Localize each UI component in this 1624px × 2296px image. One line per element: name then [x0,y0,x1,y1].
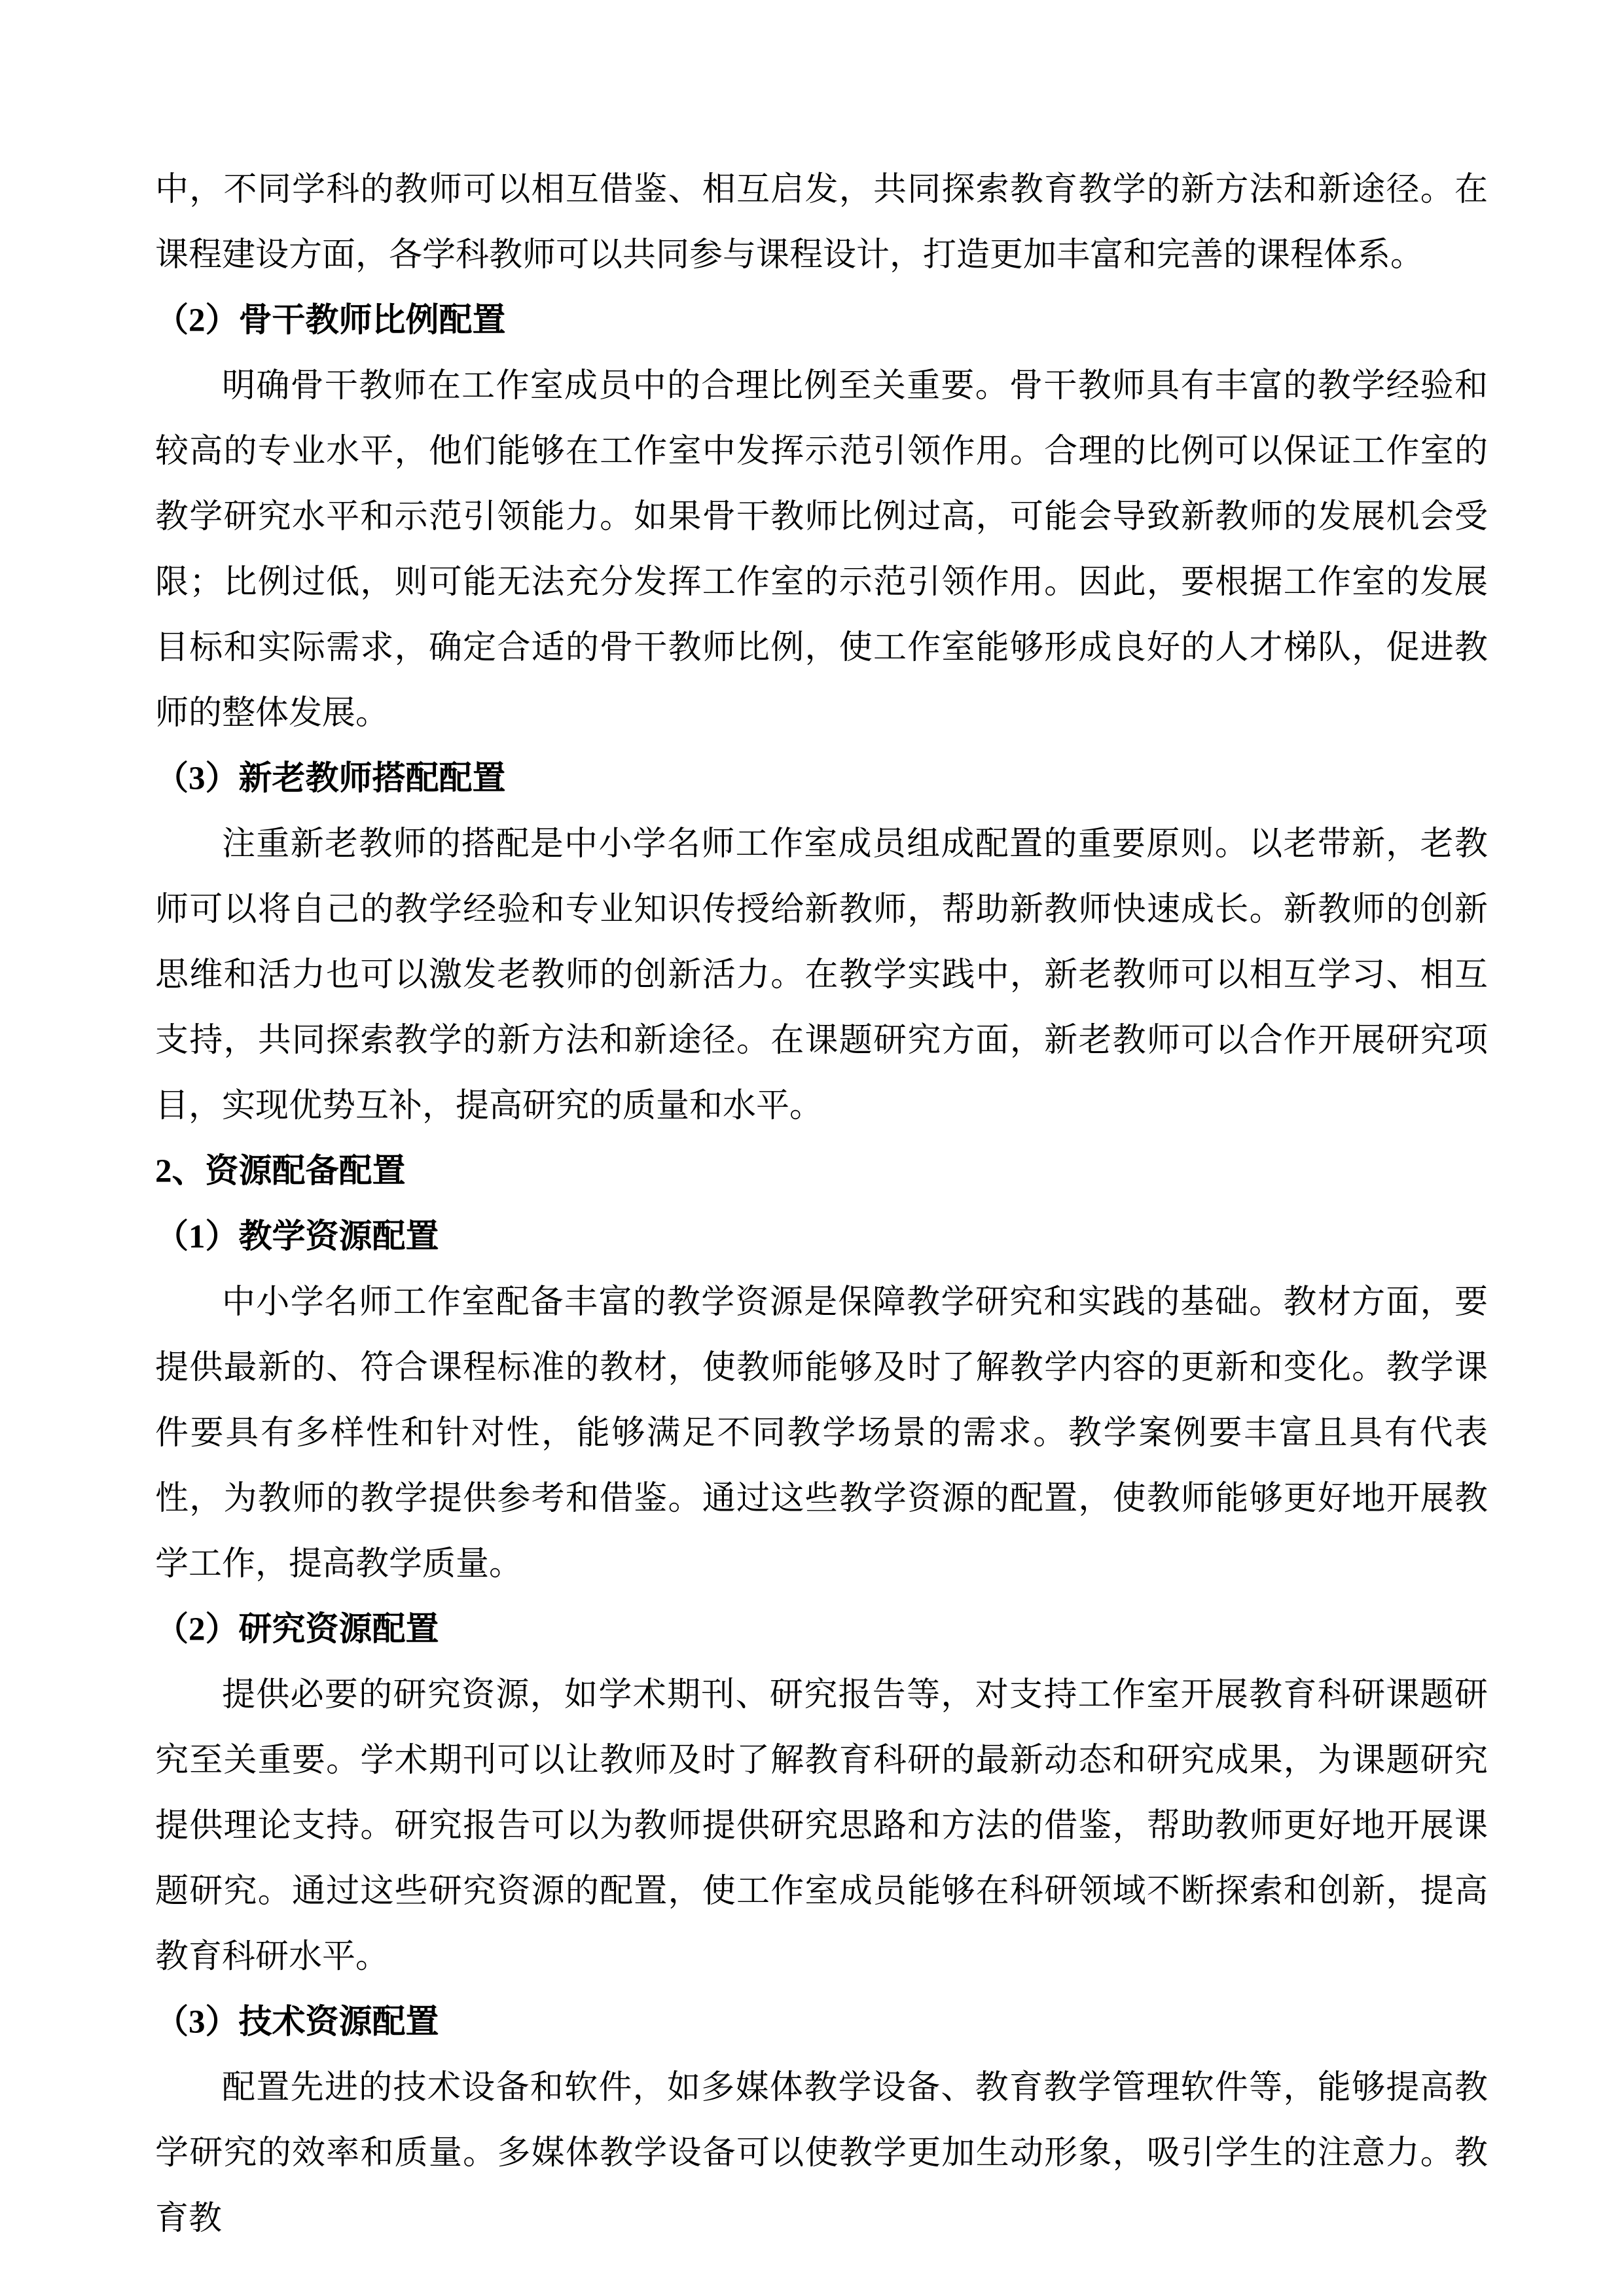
body-paragraph: 提供必要的研究资源，如学术期刊、研究报告等，对支持工作室开展教育科研课题研究至关重要。学术期刊可以让教师及时了解教育科研的最新动态和研究成果，为课题研究提供理论支持。研究报告可以为教师提供研究思路和方法的借鉴，帮助教师更好地开展课题研究。通过这些研究资源的配置，使工作室成员能够在科研领域不断探索和创新，提高教育科研水平。 [155,1677,1488,1975]
body-paragraph: 中小学名师工作室配备丰富的教学资源是保障教学研究和实践的基础。教材方面，要提供最新的、符合课程标准的教材，使教师能够及时了解教学内容的更新和变化。教学课件要具有多样性和针对性，能够满足不同教学场景的需求。教学案例要丰富且具有代表性，为教师的教学提供参考和借鉴。通过这些教学资源的配置，使教师能够更好地开展教学工作，提高教学质量。 [155,1284,1488,1583]
subsection-heading-3-technology-resources: （3）技术资源配置 [155,2004,439,2041]
body-paragraph: 明确骨干教师在工作室成员中的合理比例至关重要。骨干教师具有丰富的教学经验和较高的专业水平，他们能够在工作室中发挥示范引领作用。合理的比例可以保证工作室的教学研究水平和示范引领能力。如果骨干教师比例过高，可能会导致新教师的发展机会受限；比例过低，则可能无法充分发挥工作室的示范引领作用。因此，要根据工作室的发展目标和实际需求，确定合适的骨干教师比例，使工作室能够形成良好的人才梯队，促进教师的整体发展。 [155,368,1488,732]
subsection-heading-3-new-old-teacher-pairing: （3）新老教师搭配配置 [155,761,506,797]
section-heading-2-resource-allocation: 2、资源配备配置 [155,1153,406,1190]
body-paragraph: 注重新老教师的搭配是中小学名师工作室成员组成配置的重要原则。以老带新，老教师可以将自己的教学经验和专业知识传授给新教师，帮助新教师快速成长。新教师的创新思维和活力也可以激发老教师的创新活力。在教学实践中，新老教师可以相互学习、相互支持，共同探索教学的新方法和新途径。在课题研究方面，新老教师可以合作开展研究项目，实现优势互补，提高研究的质量和水平。 [155,826,1488,1124]
body-paragraph-continuation: 中，不同学科的教师可以相互借鉴、相互启发，共同探索教育教学的新方法和新途径。在课程建设方面，各学科教师可以共同参与课程设计，打造更加丰富和完善的课程体系。 [155,171,1488,274]
subsection-heading-2-research-resources: （2）研究资源配置 [155,1611,439,1648]
body-paragraph-cutoff: 配置先进的技术设备和软件，如多媒体教学设备、教育教学管理软件等，能够提高教学研究的效率和质量。多媒体教学设备可以使教学更加生动形象，吸引学生的注意力。教育教 [155,2070,1488,2237]
subsection-heading-1-teaching-resources: （1）教学资源配置 [155,1219,439,1255]
subsection-heading-2-backbone-teacher-ratio: （2）骨干教师比例配置 [155,302,506,339]
